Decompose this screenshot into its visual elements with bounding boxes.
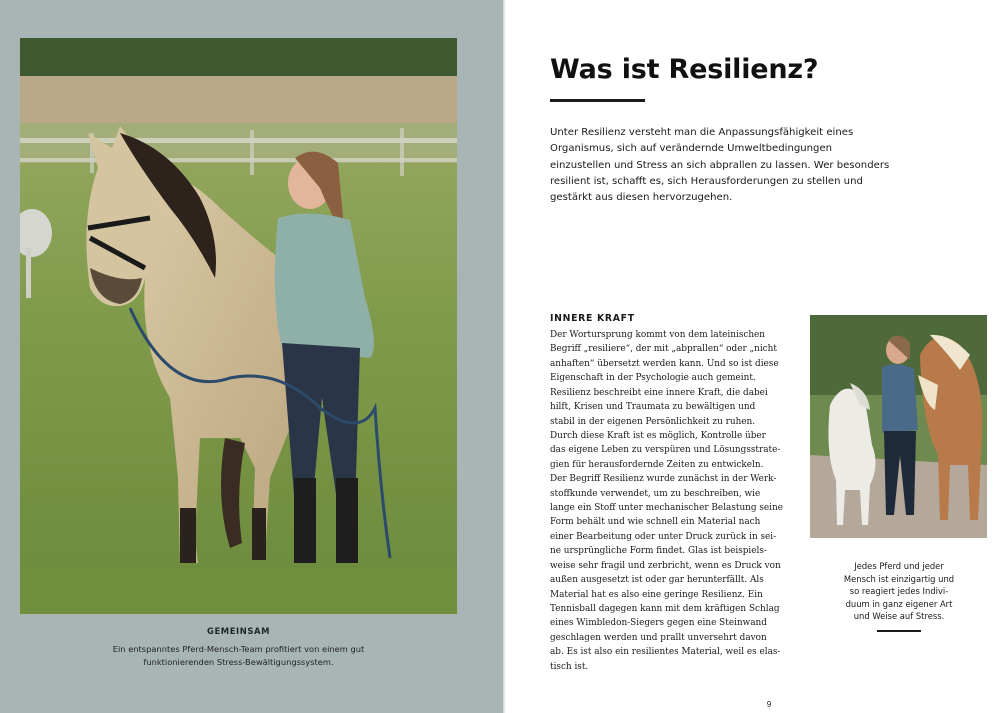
side-caption-line: Mensch ist einzigartig und bbox=[843, 573, 955, 584]
body-text bbox=[550, 328, 782, 674]
body-line: stoffkunde verwendet, um zu beschreiben, wie bbox=[550, 488, 761, 499]
body-line: Resilienz beschreibt eine innere Kraft, die dabei bbox=[550, 387, 768, 398]
body-line: anhaften“ übersetzt werden kann. Und so ist diese bbox=[550, 358, 779, 369]
left-page bbox=[0, 0, 503, 713]
horses-and-woman-photo bbox=[810, 315, 987, 538]
body-line: Der Begriff Resilienz wurde zunächst in der Werk- bbox=[550, 474, 777, 485]
caption-title: GEMEINSAM bbox=[206, 626, 271, 636]
side-caption-line: duum in ganz eigener Art bbox=[845, 598, 953, 609]
body-line: einer Bearbeitung oder unter Druck zurück in sei- bbox=[550, 531, 777, 542]
side-caption-line: und Weise auf Stress. bbox=[853, 611, 945, 622]
body-line: ab. Es ist also ein resilientes Material, weil es elas- bbox=[550, 647, 781, 658]
body-line: Begriff „resiliere“, der mit „abprallen“ oder „nicht bbox=[550, 344, 777, 355]
body-line: Tennisball dagegen kann mit dem kräftigen Schlag bbox=[550, 604, 780, 615]
body-line: Der Wortursprung kommt von dem lateinischen bbox=[550, 330, 766, 340]
body-line: ne ursprüngliche Form findet. Glas ist beispiels- bbox=[550, 546, 767, 557]
body-line: Form behält und wie schnell ein Material nach bbox=[550, 517, 761, 528]
body-line: außen ausgesetzt ist oder gar herunterfällt. Als bbox=[550, 575, 764, 586]
left-caption bbox=[20, 626, 457, 669]
side-caption bbox=[828, 560, 970, 623]
body-line: eines Wimbledon-Siegers gegen eine Steinwand bbox=[550, 618, 767, 629]
page-number: 9 bbox=[766, 700, 772, 709]
title-rule bbox=[550, 99, 645, 102]
side-caption-line: so reagiert jedes Indivi- bbox=[849, 586, 949, 597]
caption-text: Ein entspanntes Pferd-Mensch-Team profitiert von einem gut funktionierenden Stress-Bewältigungssystem. bbox=[112, 644, 365, 668]
body-line: Material hat es also eine geringe Resilienz. Ein bbox=[550, 589, 763, 600]
body-line: tisch ist. bbox=[550, 661, 589, 672]
body-line: Eigenschaft in der Psychologie auch gemeint. bbox=[550, 373, 756, 384]
caption-rule bbox=[877, 630, 921, 632]
body-line: gien für herausfordernde Zeiten zu entwickeln. bbox=[550, 459, 764, 470]
body-line: stabil in der eigenen Persönlichkeit zu ruhen. bbox=[550, 416, 756, 427]
body-line: weise sehr fragil und zerbricht, wenn es Druck von bbox=[550, 560, 781, 571]
body-line: Durch diese Kraft ist es möglich, Kontrolle über bbox=[550, 430, 766, 441]
page-title: Was ist Resilienz? bbox=[550, 54, 819, 85]
body-line: hilft, Krisen und Traumata zu bewältigen und bbox=[550, 402, 756, 413]
horse-and-woman-photo bbox=[20, 38, 457, 614]
intro-paragraph: Unter Resilienz versteht man die Anpassungsfähigkeit eines Organismus, sich auf verändernde Umweltbedingungen einzustellen und Stress an sich abprallen zu lassen. Wer besonders resilient ist, schafft es, sich Herausforderungen zu stellen und gestärkt aus diesen hervorzugehen. bbox=[550, 127, 890, 204]
body-line: lange ein Stoff unter mechanischer Belastung seine bbox=[550, 503, 783, 514]
side-caption-line: Jedes Pferd und jeder bbox=[854, 561, 944, 571]
book-gutter bbox=[503, 0, 506, 713]
section-heading: INNERE KRAFT bbox=[550, 313, 635, 324]
body-line: geschlagen werden und prallt unversehrt davon bbox=[550, 632, 767, 643]
body-line: das eigene Leben zu verspüren und Lösungsstrate- bbox=[550, 445, 781, 456]
